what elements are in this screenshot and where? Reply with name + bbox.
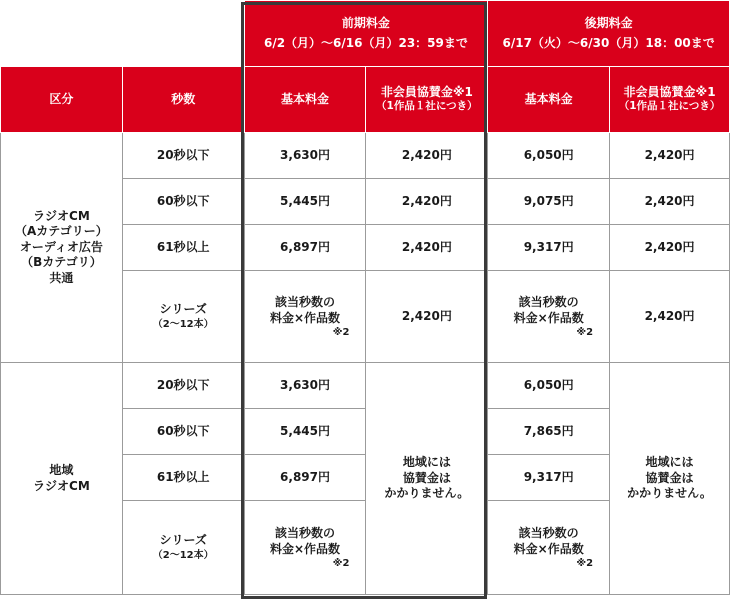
formula-cell: 該当秒数の 料金×作品数 ※2 bbox=[244, 501, 366, 595]
fee-cell: 7,865円 bbox=[488, 409, 610, 455]
fee-cell: 6,050円 bbox=[488, 133, 610, 179]
early-period-dates: 6/2（月）～6/16（月）23：59まで bbox=[263, 35, 468, 50]
fee-cell: 2,420円 bbox=[610, 179, 730, 225]
formula-cell: 該当秒数の 料金×作品数 ※2 bbox=[488, 271, 610, 363]
fee-cell: 6,897円 bbox=[244, 225, 366, 271]
early-period-title: 前期料金 bbox=[341, 16, 390, 31]
seconds-header: 秒数 bbox=[122, 67, 244, 133]
fee-cell: 9,317円 bbox=[488, 225, 610, 271]
duration-cell: 60秒以下 bbox=[122, 179, 244, 225]
late-sponsor-fee-header: 非会員協賛金※1 （1作品１社につき） bbox=[610, 67, 730, 133]
duration-cell-series: シリーズ （2～12本） bbox=[122, 271, 244, 363]
table-row bbox=[1, 363, 730, 409]
early-base-fee-header: 基本料金 bbox=[244, 67, 366, 133]
header-blank bbox=[1, 1, 245, 67]
late-period-header bbox=[488, 1, 730, 67]
formula-cell: 該当秒数の 料金×作品数 ※2 bbox=[244, 271, 366, 363]
no-sponsor-cell-late: 地域には 協賛金は かかりません。 bbox=[610, 363, 730, 595]
late-period-title: 後期料金 bbox=[584, 16, 633, 31]
fee-cell: 3,630円 bbox=[244, 363, 366, 409]
fee-cell: 9,317円 bbox=[488, 455, 610, 501]
early-period-header bbox=[244, 1, 488, 67]
fee-cell: 6,897円 bbox=[244, 455, 366, 501]
fee-cell: 3,630円 bbox=[244, 133, 366, 179]
duration-cell: 61秒以上 bbox=[122, 455, 244, 501]
duration-cell: 60秒以下 bbox=[122, 409, 244, 455]
group-label-local: 地域 ラジオCM bbox=[1, 363, 123, 595]
fee-cell: 2,420円 bbox=[610, 225, 730, 271]
duration-cell: 20秒以下 bbox=[122, 363, 244, 409]
fee-cell: 2,420円 bbox=[366, 225, 488, 271]
formula-cell: 該当秒数の 料金×作品数 ※2 bbox=[488, 501, 610, 595]
fee-cell: 2,420円 bbox=[366, 271, 488, 363]
table-row bbox=[1, 133, 730, 179]
duration-cell-series: シリーズ （2～12本） bbox=[122, 501, 244, 595]
fee-cell: 2,420円 bbox=[610, 271, 730, 363]
duration-cell: 61秒以上 bbox=[122, 225, 244, 271]
fee-cell: 6,050円 bbox=[488, 363, 610, 409]
fee-cell: 2,420円 bbox=[610, 133, 730, 179]
late-base-fee-header: 基本料金 bbox=[488, 67, 610, 133]
no-sponsor-cell-early: 地域には 協賛金は かかりません。 bbox=[366, 363, 488, 595]
fee-cell: 9,075円 bbox=[488, 179, 610, 225]
group-label-common: ラジオCM （Aカテゴリー） オーディオ広告 （Bカテゴリ） 共通 bbox=[1, 133, 123, 363]
late-period-dates: 6/17（火）～6/30（月）18：00まで bbox=[502, 35, 715, 50]
category-header: 区分 bbox=[1, 67, 123, 133]
duration-cell: 20秒以下 bbox=[122, 133, 244, 179]
early-sponsor-fee-header: 非会員協賛金※1 （1作品１社につき） bbox=[366, 67, 488, 133]
fee-cell: 5,445円 bbox=[244, 179, 366, 225]
fee-cell: 2,420円 bbox=[366, 179, 488, 225]
fee-cell: 5,445円 bbox=[244, 409, 366, 455]
fee-cell: 2,420円 bbox=[366, 133, 488, 179]
